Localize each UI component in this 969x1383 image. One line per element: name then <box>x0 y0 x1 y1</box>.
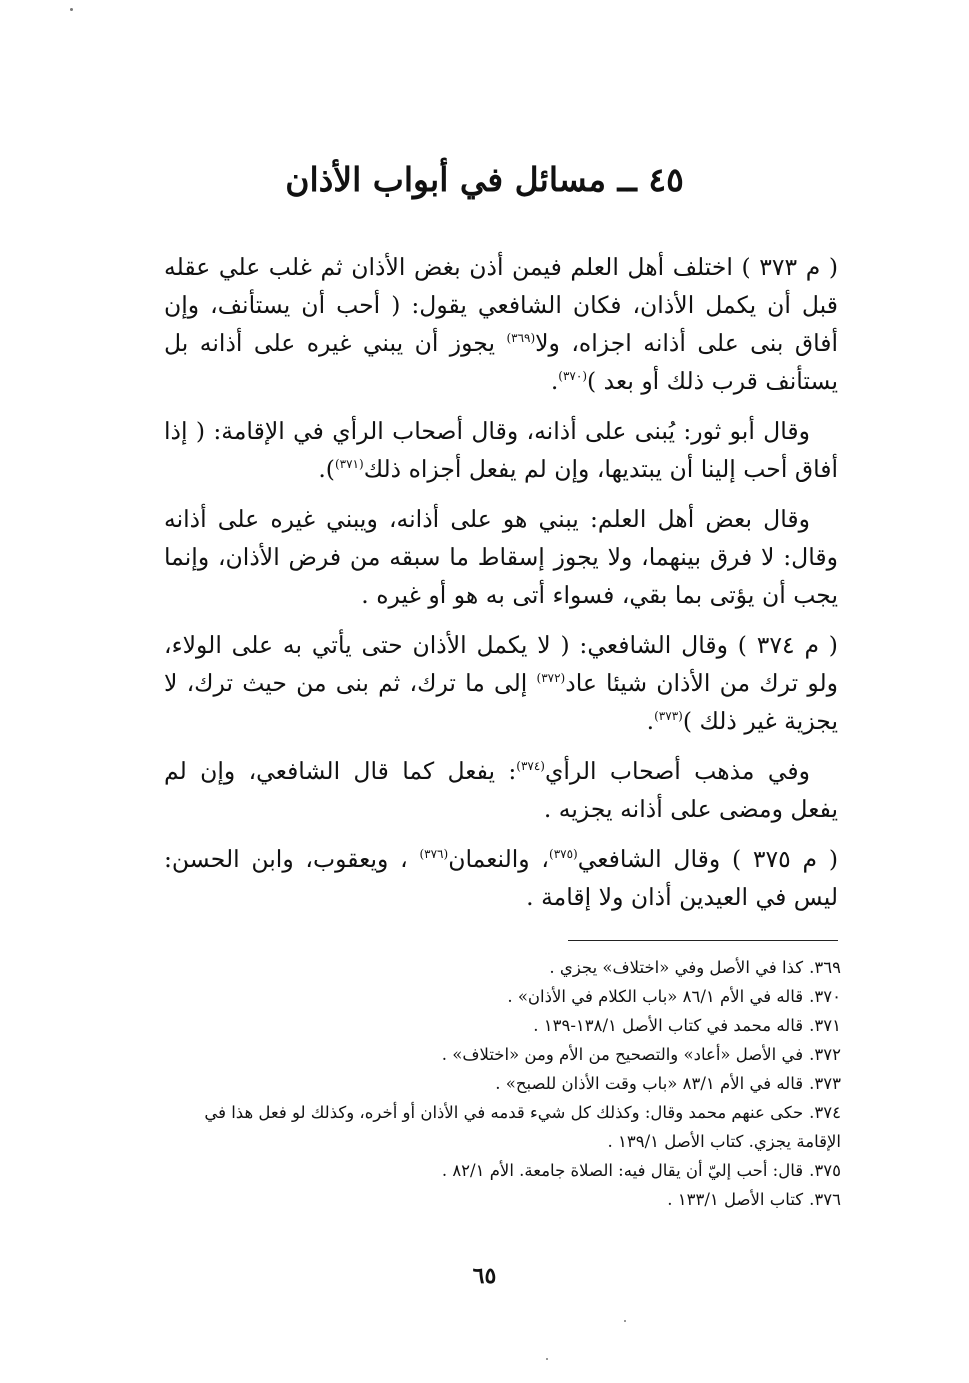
scan-speck <box>546 1358 548 1360</box>
scan-speck <box>70 8 73 11</box>
paragraph-text: إلى ما ترك، ثم بنى من حيث ترك، لا يجزية غير ذلك ) <box>164 669 838 735</box>
paragraph-some-scholars <box>164 500 838 614</box>
footnote-text: كتاب الأصل ١٣٣/١ . <box>667 1190 804 1209</box>
footnote-number: ٣٧٦. <box>809 1190 841 1209</box>
paragraph-text: ، ويعقوب، وابن الحسن: ليس في العيدين أذان ولا إقامة . <box>164 845 838 911</box>
paragraph-ashab-al-ray <box>164 752 838 828</box>
footnote-ref: (٣٧١) <box>334 457 364 472</box>
paragraph-text: . <box>646 707 655 735</box>
footnote-item <box>164 1040 841 1069</box>
paragraph-text: ( م ٣٧٥ ) وقال الشافعي <box>577 845 838 873</box>
scan-speck <box>624 1320 626 1322</box>
paragraph-m373 <box>164 248 838 400</box>
paragraph-text: ). <box>318 455 335 483</box>
footnote-item <box>164 1098 841 1156</box>
footnote-number: ٣٧٠. <box>809 987 841 1006</box>
footnote-item <box>164 1156 841 1185</box>
paragraph-m374 <box>164 626 838 740</box>
footnote-ref: (٣٧٤) <box>516 759 545 774</box>
footnote-ref: (٣٧٦) <box>419 847 449 862</box>
footnote-divider <box>568 940 838 941</box>
footnote-ref: (٣٦٩) <box>506 331 536 346</box>
footnote-item <box>164 1069 841 1098</box>
paragraph-text: ( م ٣٧٣ ) اختلف أهل العلم فيمن أذن بغض الأذان ثم غلب علي عقله قبل أن يكمل الأذان، فكان الشافعي يقول: ( أحب أن يستأنف، وإن أفاق بنى على أذانه اجزاه، ولا <box>164 253 838 357</box>
footnotes <box>164 953 841 1214</box>
paragraph-text: وقال بعض أهل العلم: يبني هو على أذانه، ويبني غيره على أذانه وقال: لا فرق بينهما، ولا يجوز إسقاط ما سبقه من فرض الأذان، وإنما يجب أن يؤتى بما بقي، فسواء أتى به هو أو غيره . <box>164 505 838 609</box>
paragraph-text: وفي مذهب أصحاب الرأي <box>544 757 810 785</box>
paragraph-text: ، والنعمان <box>448 845 549 873</box>
footnote-item <box>164 982 841 1011</box>
footnote-text: قاله محمد في كتاب الأصل ١٣٨/١-١٣٩ . <box>533 1016 804 1035</box>
footnote-text: قال: أحب إليّ أن يقال فيه: الصلاة جامعة. الأم ٨٢/١ . <box>441 1161 804 1180</box>
paragraph-m375 <box>164 840 838 916</box>
paragraph-text: . <box>550 367 559 395</box>
chapter-title: ٤٥ ــ مسائل في أبواب الأذان <box>285 160 684 199</box>
paragraph-text: ( م ٣٧٤ ) وقال الشافعي: ( لا يكمل الأذان حتى يأتي به على الولاء، ولو ترك من الأذان شيئا عاد <box>164 631 838 697</box>
footnote-number: ٣٧١. <box>809 1016 841 1035</box>
footnote-number: ٣٧٤. <box>809 1103 841 1122</box>
footnote-text: كذا في الأصل وفي «اختلاف» يجزي . <box>549 958 804 977</box>
paragraph-text: وقال أبو ثور: يُبنى على أذانه، وقال أصحاب الرأي في الإقامة: ( إذا أفاق أحب إلينا أن يبتديها، وإن لم يفعل أجزاه ذلك <box>164 417 838 483</box>
footnote-ref: (٣٧٢) <box>536 671 566 686</box>
main-text <box>164 248 838 928</box>
paragraph-abu-thawr <box>164 412 838 488</box>
footnote-ref: (٣٧٥) <box>549 847 578 862</box>
footnote-text: حكى عنهم محمد وقال: وكذلك كل شيء قدمه في الأذان أو أخره، وكذلك لو فعل هذا في الإقامة يجزي. كتاب الأصل ١٣٩/١ . <box>204 1103 841 1151</box>
footnote-ref: (٣٧٣) <box>654 709 683 724</box>
page-number: ٦٥ <box>472 1263 497 1289</box>
footnote-text: في الأصل «أعاد» والتصحيح من الأم ومن «اختلاف» . <box>441 1045 804 1064</box>
paragraph-text: يجوز أن يبني غيره على أذانه بل يستأنف قرب ذلك أو بعد ) <box>164 329 838 395</box>
footnote-item <box>164 1185 841 1214</box>
footnote-item <box>164 1011 841 1040</box>
footnote-number: ٣٧٥. <box>809 1161 841 1180</box>
footnote-number: ٣٦٩. <box>809 958 841 977</box>
footnote-item <box>164 953 841 982</box>
footnote-ref: (٣٧٠) <box>558 369 588 384</box>
paragraph-text: : يفعل كما قال الشافعي، وإن لم يفعل ومضى على أذانه يجزيه . <box>164 757 838 823</box>
footnote-number: ٣٧٢. <box>809 1045 841 1064</box>
footnote-text: قاله في الأم ٨٦/١ «باب الكلام في الأذان» . <box>507 987 804 1006</box>
footnote-number: ٣٧٣. <box>809 1074 841 1093</box>
footnote-text: قاله في الأم ٨٣/١ «باب وقت الأذان للصبح» . <box>495 1074 804 1093</box>
